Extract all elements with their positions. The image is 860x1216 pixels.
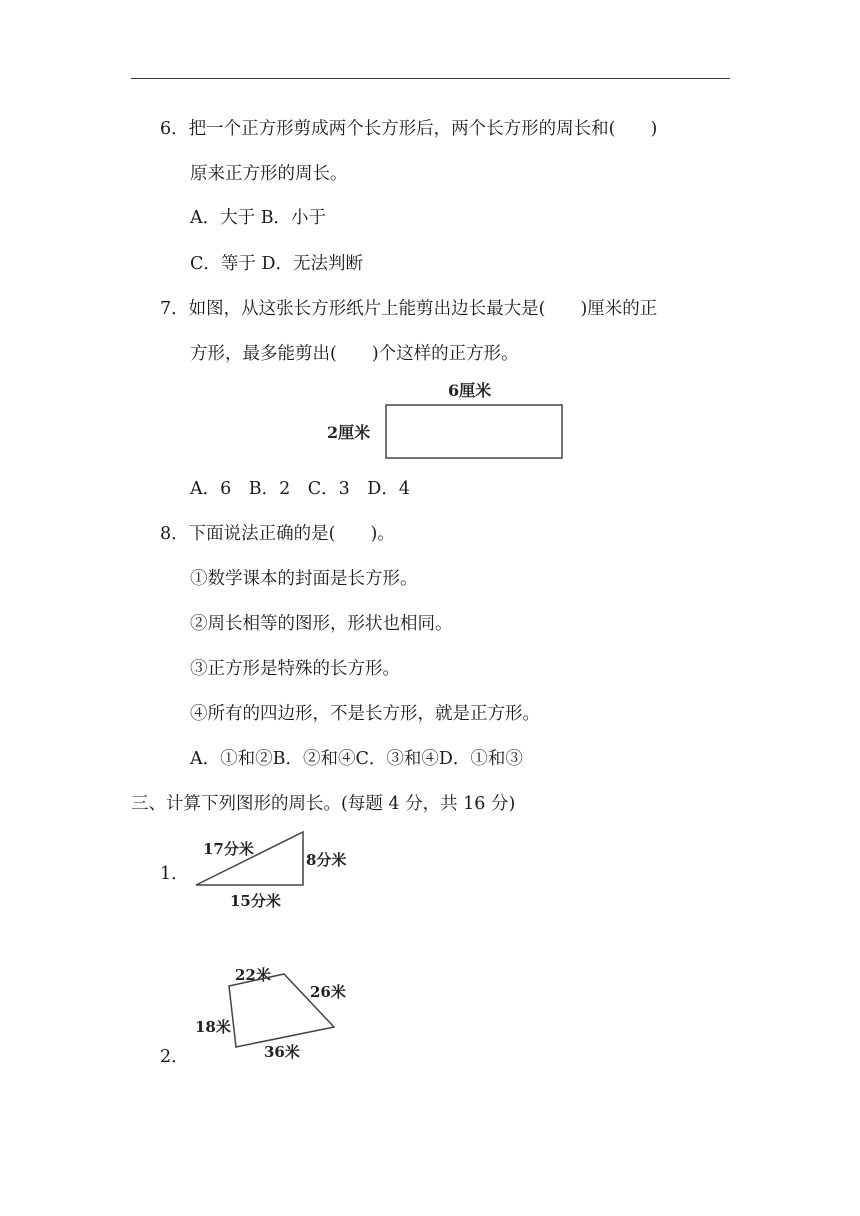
- quad-left-label: 18米: [195, 1018, 231, 1036]
- quad-right-label: 26米: [310, 983, 346, 1001]
- section3-heading: 三、计算下列图形的周长。(每题 4 分，共 16 分): [131, 794, 516, 814]
- q8-statement-4: ④所有的四边形，不是长方形，就是正方形。: [190, 704, 540, 724]
- q6-options-ab: A．大于 B．小于: [190, 208, 327, 228]
- triangle-base-label: 15分米: [230, 892, 281, 910]
- q8-statement-3: ③正方形是特殊的长方形。: [190, 659, 400, 679]
- q7-stem-line2: 方形，最多能剪出( )个这样的正方形。: [190, 344, 519, 364]
- q6-stem-line2: 原来正方形的周长。: [190, 164, 348, 184]
- right-triangle: [196, 832, 303, 885]
- quadrilateral: [229, 974, 334, 1047]
- q6-options-cd: C．等于 D．无法判断: [190, 254, 363, 274]
- q7-stem-line1: 7．如图，从这张长方形纸片上能剪出边长最大是( )厘米的正: [160, 299, 658, 319]
- q8-statement-2: ②周长相等的图形，形状也相同。: [190, 614, 453, 634]
- q7-options: A．6 B．2 C．3 D．4: [190, 479, 410, 499]
- quad-bottom-label: 36米: [264, 1043, 300, 1061]
- q8-options: A．①和②B．②和④C．③和④D．①和③: [190, 749, 523, 769]
- q8-statement-1: ①数学课本的封面是长方形。: [190, 569, 418, 589]
- q7-rectangle: [386, 405, 562, 458]
- triangle-height-label: 8分米: [306, 851, 347, 869]
- q7-figure-height-label: 2厘米: [327, 423, 371, 442]
- triangle-hypotenuse-label: 17分米: [203, 840, 254, 858]
- section3-item1-number: 1．: [160, 864, 189, 884]
- quad-top-label: 22米: [235, 966, 271, 984]
- section3-item2-number: 2．: [160, 1047, 189, 1067]
- q7-figure-width-label: 6厘米: [448, 381, 492, 400]
- q6-stem-line1: 6．把一个正方形剪成两个长方形后，两个长方形的周长和( ): [160, 119, 658, 139]
- q8-stem: 8．下面说法正确的是( )。: [160, 524, 395, 544]
